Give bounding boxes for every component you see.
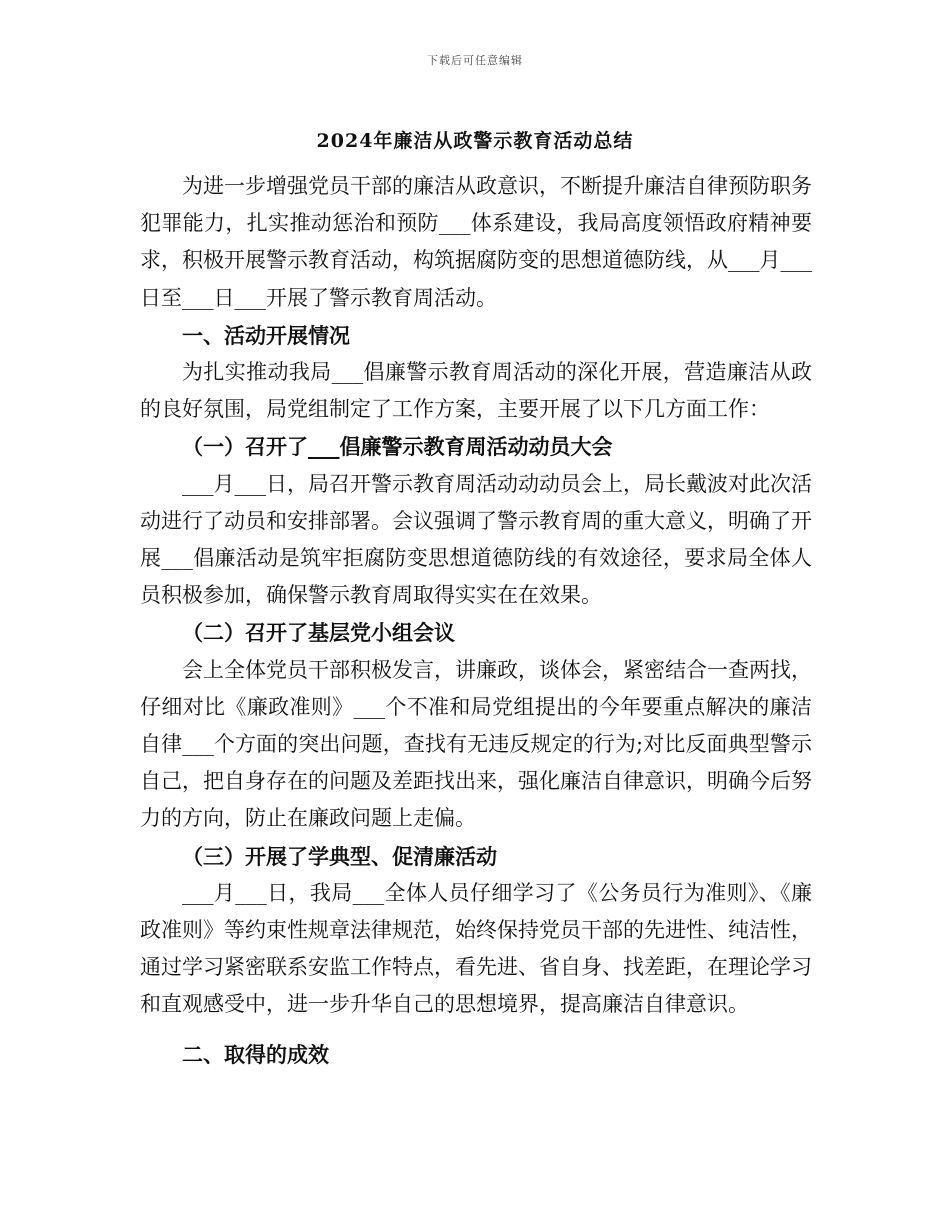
download-note: 下载后可任意编辑 (427, 54, 523, 67)
document-body (140, 168, 812, 1073)
subsection2-body: 会上全体党员干部积极发言，讲廉政，谈体会，紧密结合一查两找，仔细对比《廉政准则》___个不准和局党组提出的今年要重点解决的廉洁自律___个方面的突出问题，查找有无违反规定的行为;对比反面典型警示自己，把自身存在的问题及差距找出来，强化廉洁自律意识，明确今后努力的方向，防止在廉政问题上走偏。 (140, 657, 812, 831)
section1-intro-paragraph: 为扎实推动我局___倡廉警示教育周活动的深化开展，营造廉洁从政的良好氛围，局党组制定了工作方案，主要开展了以下几方面工作： (140, 360, 812, 422)
subsection-heading-party-meeting: （二）召开了基层党小组会议 (182, 620, 455, 646)
subsection-heading-study-models: （三）开展了学典型、促清廉活动 (182, 843, 497, 869)
subsection1-body: ___月___日，局召开警示教育周活动动动员会上，局长戴波对此次活动进行了动员和安排部署。会议强调了警示教育周的重大意义，明确了开展___倡廉活动是筑牢拒腐防变思想道德防线的有效途径，要求局全体人员积极参加，确保警示教育周取得实实在在效果。 (140, 471, 812, 608)
intro-paragraph: 为进一步增强党员干部的廉洁从政意识，不断提升廉洁自律预防职务犯罪能力，扎实推动惩治和预防___体系建设，我局高度领悟政府精神要求，积极开展警示教育活动，构筑据腐防变的思想道德防线，从___月___日至___日___开展了警示教育周活动。 (140, 174, 812, 310)
subsection3-body: ___月___日，我局___全体人员仔细学习了《公务员行为准则》、《廉政准则》等约束性规章法律规范，始终保持党员干部的先进性、纯洁性，通过学习紧密联系安监工作特点，看先进、省自身、找差距，在理论学习和直观感受中，进一步升华自己的思想境界，提高廉洁自律意识。 (140, 880, 812, 1017)
section-heading-activities: 一、活动开展情况 (182, 322, 350, 348)
document-title: 2024年廉洁从政警示教育活动总结 (316, 130, 634, 152)
section-heading-results: 二、取得的成效 (182, 1041, 329, 1067)
subsection-heading-mobilization: （一）召开了___倡廉警示教育周活动动员大会 (182, 434, 613, 460)
